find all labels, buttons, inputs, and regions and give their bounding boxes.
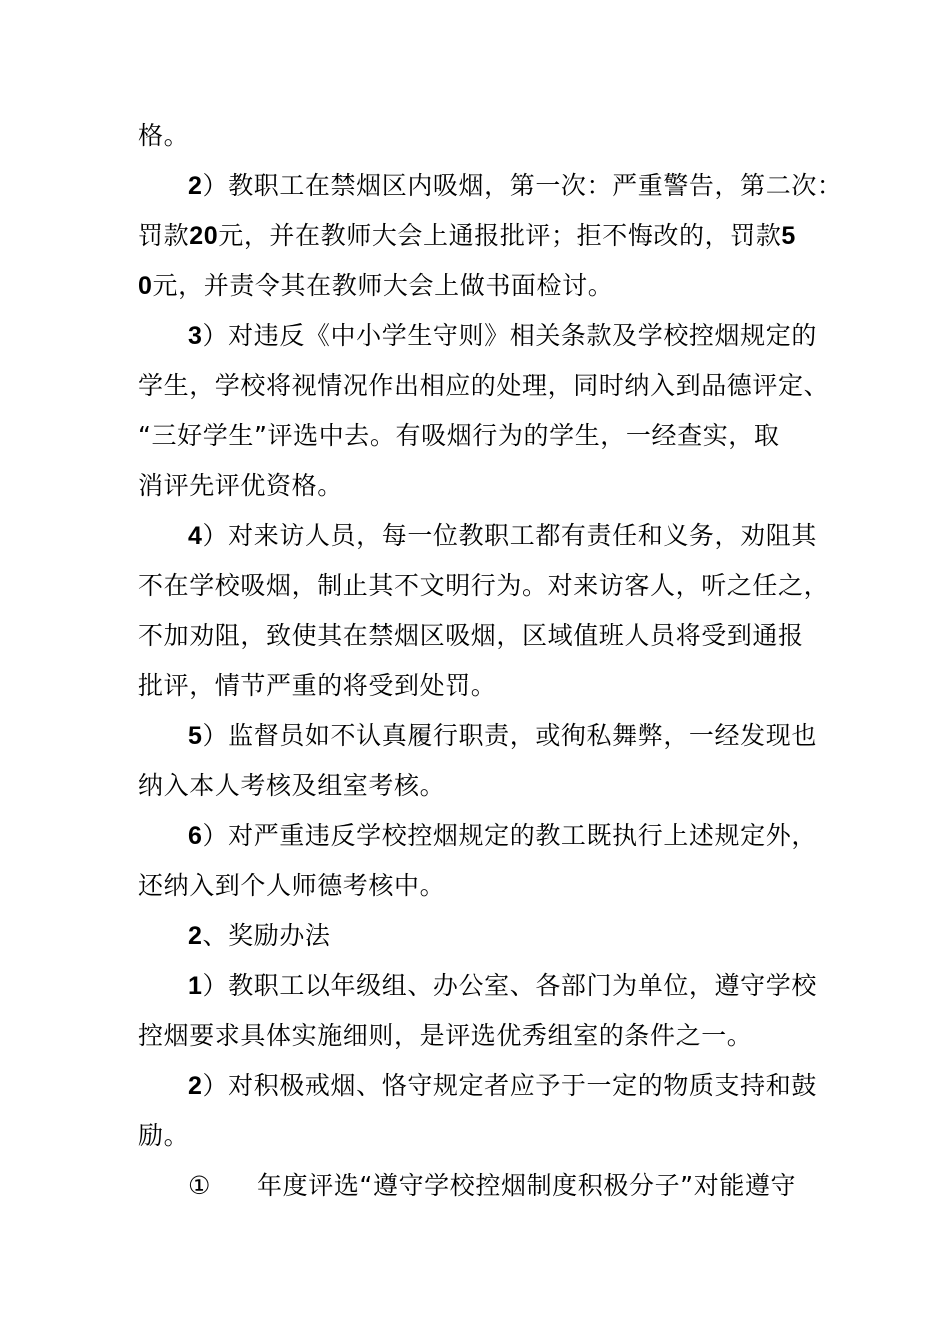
text-line: 批评，情节严重的将受到处罚。 (138, 671, 497, 700)
list-item-reward-2: 2）对积极戒烟、恪守规定者应予于一定的物质支持和鼓 (188, 1071, 817, 1100)
list-item-penalty-2: 2）教职工在禁烟区内吸烟，第一次：严重警告，第二次： (188, 171, 843, 200)
text-line: 罚款20元，并在教师大会上通报批评；拒不悔改的，罚款5 (138, 221, 796, 250)
text-line: 0元，并责令其在教师大会上做书面检讨。 (138, 271, 614, 300)
text-line: 学生，学校将视情况作出相应的处理，同时纳入到品德评定、 (138, 371, 830, 400)
text-line: 纳入本人考核及组室考核。 (138, 771, 446, 800)
text-line: 不在学校吸烟，制止其不文明行为。对来访客人，听之任之， (138, 571, 830, 600)
text-line: 不加劝阻，致使其在禁烟区吸烟，区域值班人员将受到通报 (138, 621, 804, 650)
text-line: 控烟要求具体实施细则，是评选优秀组室的条件之一。 (138, 1021, 753, 1050)
list-item-reward-1: 1）教职工以年级组、办公室、各部门为单位，遵守学校 (188, 971, 817, 1000)
text-line: 格。 (138, 121, 190, 150)
circled-number-marker: ① (188, 1171, 212, 1200)
list-item-penalty-5: 5）监督员如不认真履行职责，或徇私舞弊，一经发现也 (188, 721, 817, 750)
list-item-penalty-6: 6）对严重违反学校控烟规定的教工既执行上述规定外， (188, 821, 817, 850)
text-line: 还纳入到个人师德考核中。 (138, 871, 446, 900)
list-item-reward-circled-1: ① 年度评选“遵守学校控烟制度积极分子”对能遵守 (188, 1171, 797, 1200)
list-item-penalty-3: 3）对违反《中小学生守则》相关条款及学校控烟规定的 (188, 321, 817, 350)
list-item-penalty-4: 4）对来访人员，每一位教职工都有责任和义务，劝阻其 (188, 521, 817, 550)
text-line: “三好学生”评选中去。有吸烟行为的学生，一经查实，取 (138, 421, 780, 450)
section-heading-rewards: 2、奖励办法 (188, 921, 331, 950)
text-line: 励。 (138, 1121, 190, 1150)
text-line: 消评先评优资格。 (138, 471, 343, 500)
